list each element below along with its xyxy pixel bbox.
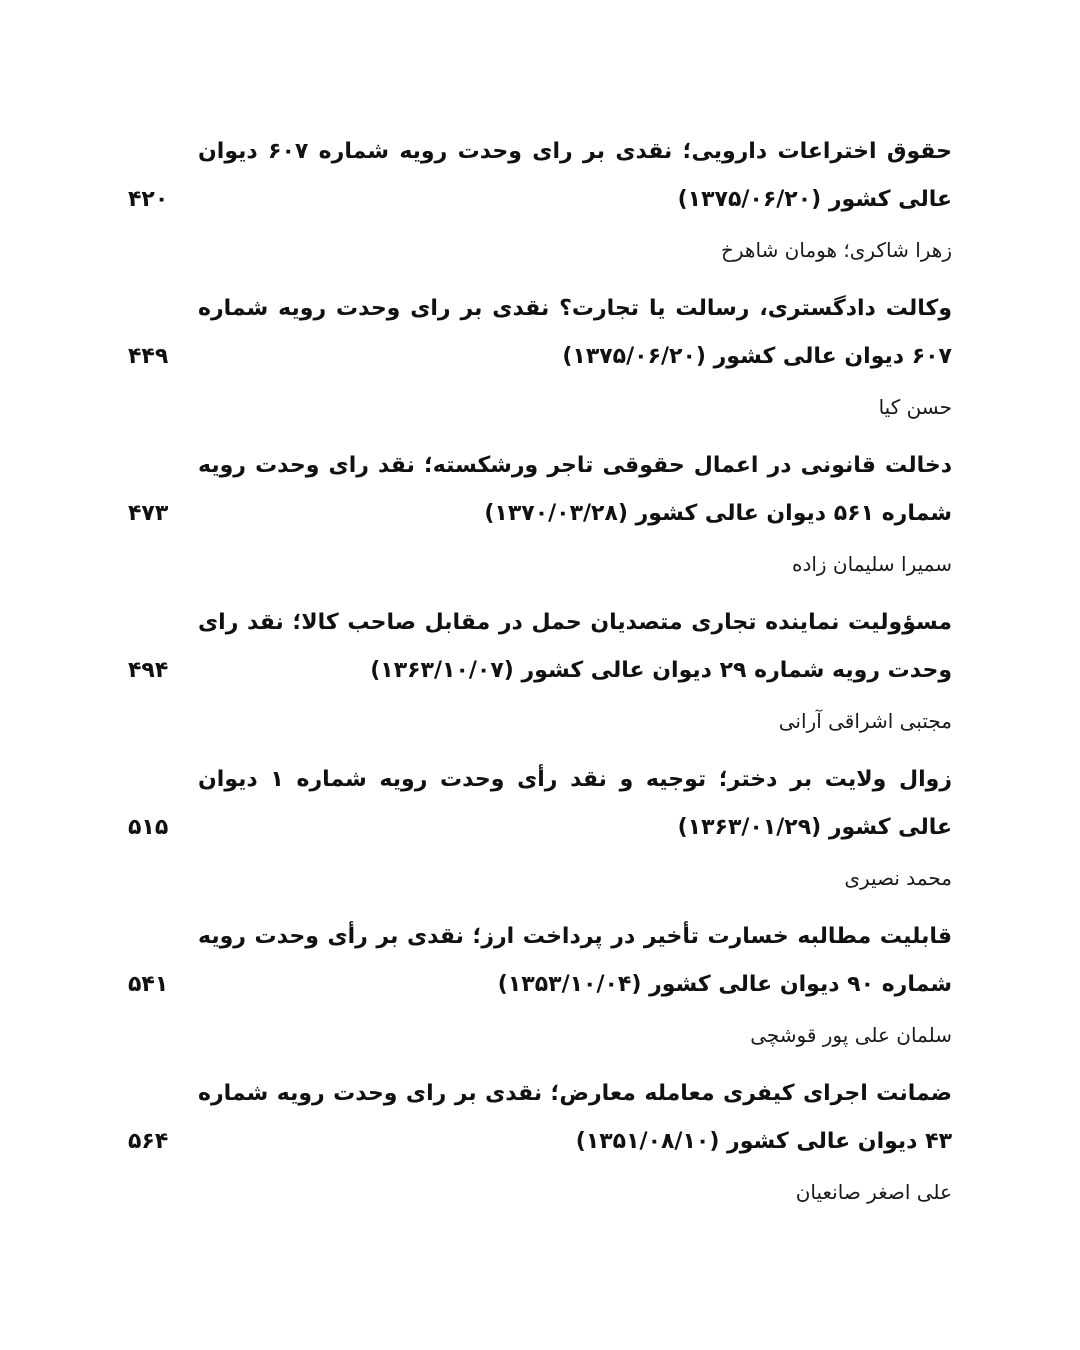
entry-author: سلمان علی پور قوشچی bbox=[750, 1023, 952, 1047]
entry-title: زوال ولایت بر دختر؛ توجیه و نقد رأی وحدت رویه شماره ۱ دیوان عالی کشور (۱۳۶۳/۰۱/۲۹) bbox=[198, 767, 952, 840]
page-number: ۵۶۴ bbox=[128, 1129, 169, 1154]
toc-entry[interactable] bbox=[128, 1070, 952, 1227]
page-number: ۴۴۹ bbox=[128, 344, 169, 369]
entry-author: زهرا شاکری؛ هومان شاهرخ bbox=[720, 238, 952, 262]
page-number: ۴۹۴ bbox=[128, 658, 169, 683]
toc-entry[interactable] bbox=[128, 756, 952, 913]
entry-title: وکالت دادگستری، رسالت یا تجارت؟ نقدی بر رای وحدت رویه شماره ۶۰۷ دیوان عالی کشور (۱۳۷۵/۰۶/۲۰) bbox=[198, 296, 952, 369]
toc-entry[interactable] bbox=[128, 442, 952, 599]
entry-title: دخالت قانونی در اعمال حقوقی تاجر ورشکسته؛ نقد رای وحدت رویه شماره ۵۶۱ دیوان عالی کشور (۱۳۷۰/۰۳/۲۸) bbox=[198, 453, 952, 526]
page-number: ۴۷۳ bbox=[128, 501, 169, 526]
toc-entry[interactable] bbox=[128, 599, 952, 756]
toc-entry[interactable] bbox=[128, 285, 952, 442]
entry-author: محمد نصیری bbox=[844, 866, 952, 890]
page-number: ۴۲۰ bbox=[128, 187, 169, 212]
table-of-contents bbox=[128, 128, 952, 1227]
entry-author: مجتبی اشراقی آرانی bbox=[778, 709, 952, 733]
page-number: ۵۴۱ bbox=[128, 972, 169, 997]
entry-title: قابلیت مطالبه خسارت تأخیر در پرداخت ارز؛ نقدی بر رأی وحدت رویه شماره ۹۰ دیوان عالی کشور (۱۳۵۳/۱۰/۰۴) bbox=[198, 924, 952, 997]
toc-entry[interactable] bbox=[128, 128, 952, 285]
entry-author: سمیرا سلیمان زاده bbox=[791, 552, 952, 576]
page-number: ۵۱۵ bbox=[128, 815, 169, 840]
entry-author: علی اصغر صانعیان bbox=[795, 1180, 952, 1204]
entry-author: حسن کیا bbox=[878, 395, 952, 419]
entry-title: ضمانت اجرای کیفری معامله معارض؛ نقدی بر رای وحدت رویه شماره ۴۳ دیوان عالی کشور (۱۳۵۱/۰۸/۱۰) bbox=[198, 1081, 952, 1154]
entry-title: حقوق اختراعات دارویی؛ نقدی بر رای وحدت رویه شماره ۶۰۷ دیوان عالی کشور (۱۳۷۵/۰۶/۲۰) bbox=[198, 139, 952, 212]
toc-entry[interactable] bbox=[128, 913, 952, 1070]
entry-title: مسؤولیت نماینده تجاری متصدیان حمل در مقابل صاحب کالا؛ نقد رای وحدت رویه شماره ۲۹ دیوان عالی کشور (۱۳۶۳/۱۰/۰۷) bbox=[198, 610, 952, 683]
